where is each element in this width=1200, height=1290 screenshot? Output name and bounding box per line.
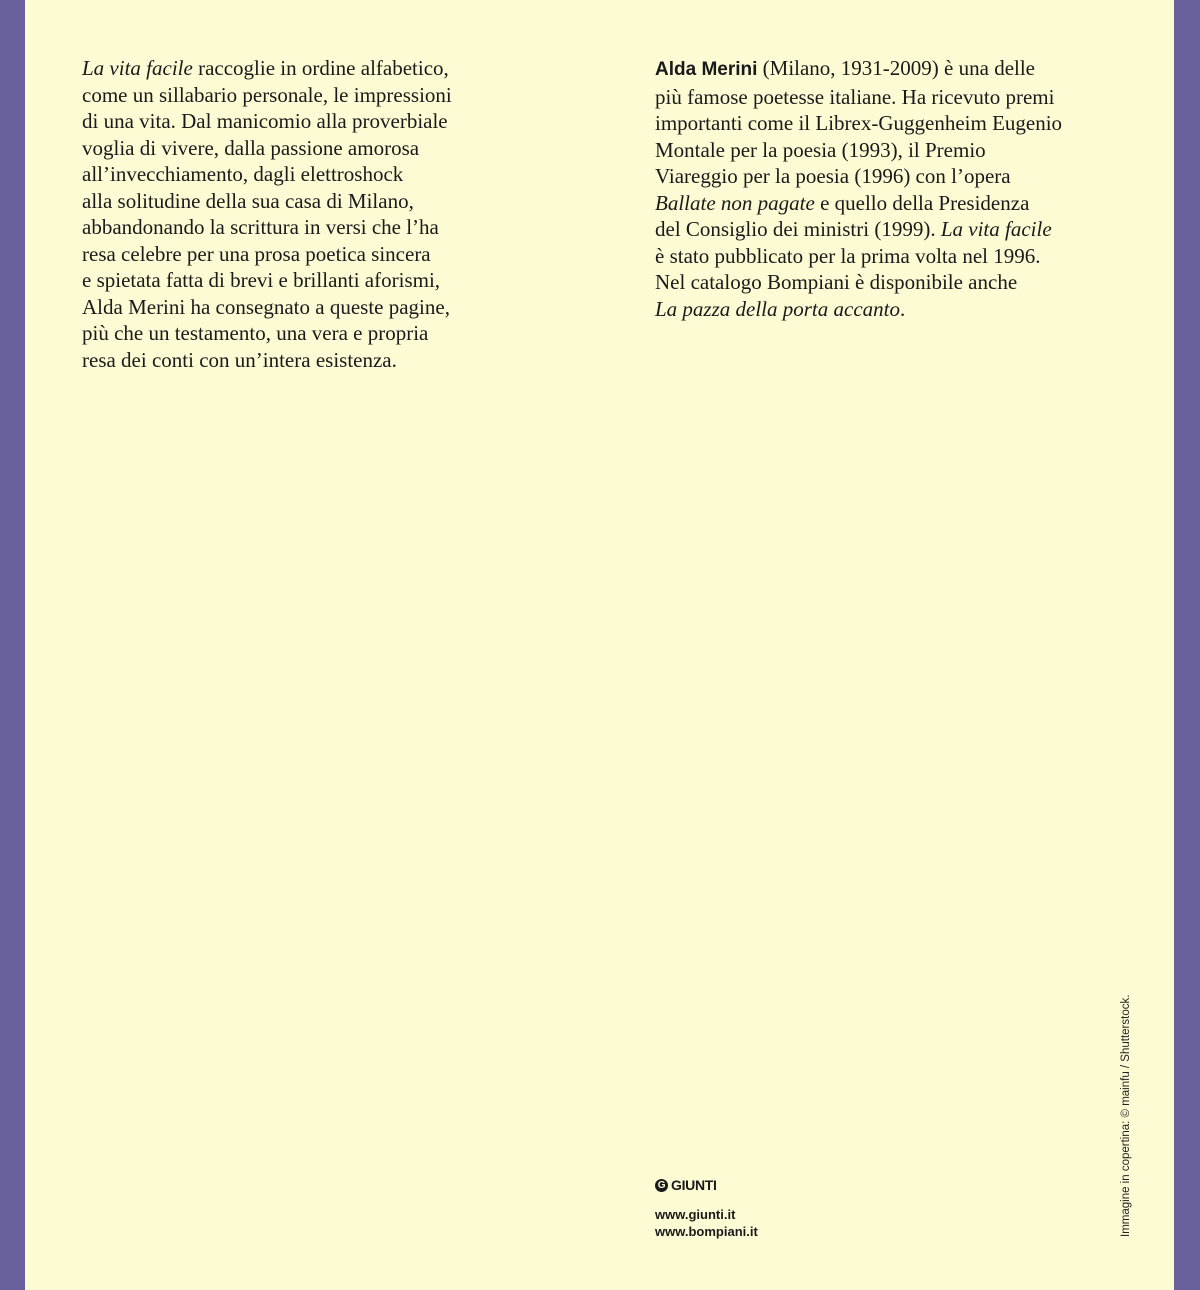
description-line-2: come un sillabario personale, le impressioni bbox=[82, 82, 452, 107]
bio-line-9: Nel catalogo Bompiani è disponibile anche bbox=[655, 270, 1018, 294]
line-text: raccoglie in ordine alfabetico, bbox=[192, 56, 449, 80]
bio-line-8: è stato pubblicato per la prima volta nel 1996. bbox=[655, 243, 1041, 268]
description-line-1 bbox=[82, 55, 522, 82]
author-bio bbox=[655, 55, 1135, 322]
line-text: del Consiglio dei ministri (1999). bbox=[655, 217, 941, 241]
description-line-4: voglia di vivere, dalla passione amorosa bbox=[82, 135, 420, 160]
description-line-10: Alda Merini ha consegnato a queste pagine, bbox=[82, 294, 450, 319]
giunti-url-link[interactable]: www.giunti.it bbox=[655, 1207, 736, 1222]
book-title-italic: La vita facile bbox=[82, 56, 193, 80]
bio-line-4: Montale per la poesia (1993), il Premio bbox=[655, 137, 986, 162]
description-line-3: di una vita. Dal manicomio alla proverbiale bbox=[82, 109, 448, 133]
description-line-7: abbandonando la scrittura in versi che l’ha bbox=[82, 215, 439, 239]
giunti-logo bbox=[655, 1177, 758, 1193]
bio-line-7 bbox=[655, 216, 1135, 243]
publisher-urls bbox=[655, 1206, 758, 1240]
work-title-italic: Ballate non pagate bbox=[655, 190, 815, 215]
description-line-11: più che un testamento, una vera e propria bbox=[82, 321, 429, 345]
line-text: e quello della Presidenza bbox=[814, 190, 1030, 215]
bio-line-2: più famose poetesse italiane. Ha ricevuto premi bbox=[655, 84, 1055, 109]
work-title-italic: La pazza della porta accanto bbox=[655, 296, 900, 321]
description-line-12: resa dei conti con un’intera esistenza. bbox=[82, 347, 397, 372]
line-text: (Milano, 1931-2009) è una delle bbox=[757, 56, 1035, 80]
bio-line-3: importanti come il Librex-Guggenheim Eugenio bbox=[655, 111, 1063, 135]
cover-image-credit: Immagine in copertina: © mainfu / Shutterstock. bbox=[1120, 994, 1132, 1237]
author-name: Alda Merini bbox=[655, 59, 758, 80]
giunti-logo-icon: G bbox=[655, 1179, 668, 1192]
back-cover-page bbox=[25, 0, 1174, 1290]
bio-line-1 bbox=[655, 55, 1135, 84]
description-line-5: all’invecchiamento, dagli elettroshock bbox=[82, 162, 404, 186]
description-line-6: alla solitudine della sua casa di Milano, bbox=[82, 188, 414, 213]
bio-line-10 bbox=[655, 296, 1135, 323]
bio-line-5: Viareggio per la poesia (1996) con l’opera bbox=[655, 164, 1011, 188]
description-line-9: e spietata fatta di brevi e brillanti aforismi, bbox=[82, 268, 441, 292]
line-text: . bbox=[900, 296, 906, 321]
book-description bbox=[82, 55, 522, 373]
book-title-italic: La vita facile bbox=[940, 217, 1052, 241]
bompiani-url-link[interactable]: www.bompiani.it bbox=[655, 1224, 758, 1239]
giunti-logo-text: GIUNTI bbox=[671, 1177, 717, 1193]
bio-line-6 bbox=[655, 190, 1135, 217]
description-line-8: resa celebre per una prosa poetica sincera bbox=[82, 241, 431, 266]
publisher-block bbox=[655, 1177, 758, 1240]
